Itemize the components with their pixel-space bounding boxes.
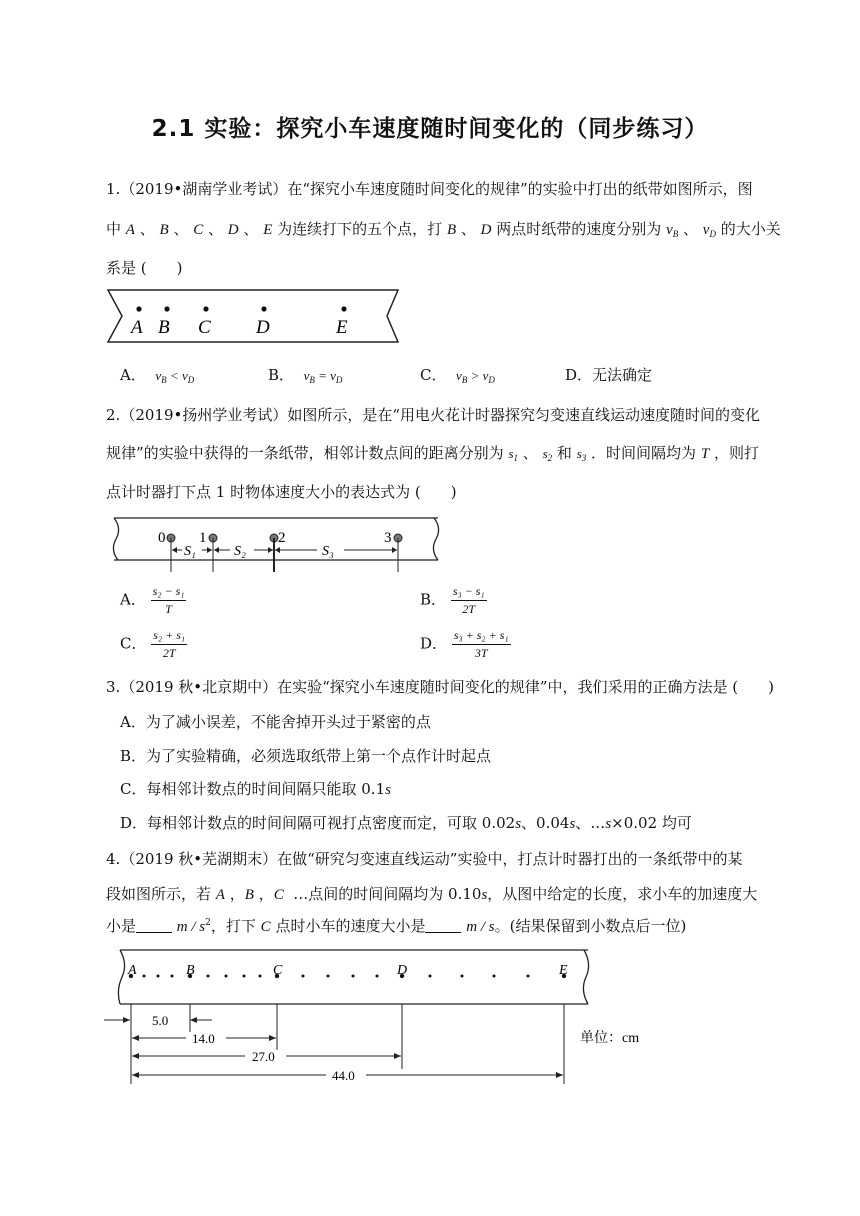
q1-line2: 中 A 、 B 、 C 、 D 、 E 为连续打下的五个点，打 B 、 D 两点时纸带的速度分别为 $v_B$ 、 $v_D$ 的大小关: [106, 220, 781, 239]
q1-option-a[interactable]: A． $v_B < v_D$: [120, 366, 195, 385]
q2-source: （2019•扬州学业考试）: [120, 406, 288, 424]
q1-stem-2d: 的大小关: [720, 220, 781, 238]
q1-label-d: D: [256, 317, 270, 338]
q2-label-2: 2: [278, 530, 286, 546]
q1-point-d: D: [227, 222, 239, 238]
q1-stem-2b: 为连续打下的五个点，打: [277, 220, 443, 238]
q2-line2: 规律”的实验中获得的一条纸带，相邻计数点间的距离分别为 $s_1$ 、 $s_2$ 和 $s_3$ ．时间间隔均为 T ，则打: [106, 444, 759, 463]
q4-line1: 4.（2019 秋•芜湖期末）在做“研究匀变速直线运动”实验中，打点计时器打出的一条纸带中的某: [106, 850, 743, 868]
q1-point-b: B: [159, 222, 169, 238]
q2-option-a[interactable]: A． $\frac{\text{s₂ − s₁}}{T}$: [120, 584, 185, 616]
q1-line3: 系是 ( ): [106, 259, 183, 277]
q3-option-d[interactable]: D．每相邻计数点的时间间隔可视打点密度而定，可取 0.02s、0.04s、…s×0.02 均可: [120, 814, 692, 832]
q4-label-c: C: [273, 963, 283, 978]
q2-tape-figure: [112, 514, 442, 576]
q2-seg-s1: S₁: [184, 544, 196, 559]
q3-option-a[interactable]: A．为了减小误差，不能舍掉开头过于紧密的点: [120, 713, 431, 731]
q4-label-a: A: [128, 963, 137, 978]
q4-line2: 段如图所示，若 A ，B ，C …点间的时间间隔均为 0.10s，从图中给定的长度，求小车的加速度大: [106, 885, 758, 903]
q1-dot-a: [136, 306, 141, 311]
q2-option-d[interactable]: D． $\frac{\text{s₃ + s₂ + s₁}}{3T}$: [420, 628, 509, 660]
q3-option-c[interactable]: C．每相邻计数点的时间间隔只能取 0.1s: [120, 780, 391, 798]
q4-tape-figure: [100, 944, 700, 1086]
q1-stem-2a: 中: [106, 220, 122, 238]
q1-dot-c: [203, 306, 208, 311]
q1-label-c: C: [198, 317, 211, 338]
q4-dist-44: 44.0: [332, 1068, 355, 1083]
q2-label-1: 1: [199, 530, 207, 546]
q1-tape-figure: [100, 286, 405, 346]
q1-dot-d: [261, 306, 266, 311]
q1-line1: [106, 178, 753, 199]
q1-vd: $v_D$: [702, 222, 716, 239]
q2-label-0: 0: [158, 530, 166, 546]
q1-dot-e: [341, 306, 346, 311]
page-title: 2.1 实验：探究小车速度随时间变化的（同步练习）: [151, 116, 709, 142]
q2-label-3: 3: [384, 530, 392, 546]
q1-stem-1: 在“探究小车速度随时间变化的规律”的实验中打出的纸带如图所示，图: [287, 180, 753, 198]
q1-option-c[interactable]: C． $v_B > v_D$: [420, 366, 495, 385]
q2-line1: [106, 404, 760, 425]
q1-stem-2c: 两点时纸带的速度分别为: [496, 220, 662, 238]
q2-stem-1: 如图所示，是在“用电火花计时器探究匀变速直线运动速度随时间的变化: [287, 406, 761, 424]
q1-dot-b: [164, 306, 169, 311]
q4-blank-velocity[interactable]: [425, 918, 461, 933]
q1-label-a: A: [131, 317, 143, 338]
q1-point-c: C: [193, 222, 204, 238]
q2-number: 2.: [106, 406, 121, 424]
q1-number: 1.: [106, 180, 121, 198]
q1-option-d[interactable]: D．无法确定: [565, 366, 653, 384]
q1-point-e: E: [263, 222, 273, 238]
q2-seg-s2: S₂: [234, 544, 246, 559]
q1-label-e: E: [336, 317, 348, 338]
q3-line1: 3.（2019 秋•北京期中）在实验“探究小车速度随时间变化的规律”中，我们采用的正确方法是 ( ): [106, 678, 774, 696]
q4-blank-acceleration[interactable]: [136, 918, 172, 933]
q4-label-d: D: [397, 963, 408, 978]
q4-dist-27: 27.0: [252, 1049, 275, 1064]
q2-line3: 点计时器打下点 1 时物体速度大小的表达式为 ( ): [106, 483, 457, 501]
q1-label-b: B: [158, 317, 170, 338]
q2-seg-s3: S₃: [322, 544, 334, 559]
q4-line3: 小是 m / $s^2$，打下 C 点时小车的速度大小是 m / s。(结果保留到小数点后一位): [106, 917, 687, 935]
q4-dist-14: 14.0: [192, 1031, 215, 1046]
q1-point-b-2: B: [446, 222, 457, 238]
q4-dist-5: 5.0: [152, 1013, 169, 1028]
q1-source: （2019•湖南学业考试）: [120, 180, 288, 198]
q1-vb: $v_B$: [666, 222, 679, 239]
q2-option-c[interactable]: C． $\frac{\text{s₂ + s₁}}{2T}$: [120, 628, 186, 660]
q4-label-b: B: [186, 963, 195, 978]
q1-point-d-2: D: [480, 222, 492, 238]
q1-point-a: A: [125, 222, 135, 238]
q4-label-e: E: [559, 963, 568, 978]
q4-unit-label: 单位：cm: [580, 1031, 640, 1046]
q3-option-b[interactable]: B．为了实验精确，必须选取纸带上第一个点作计时起点: [120, 747, 492, 765]
q1-option-b[interactable]: B． $v_B = v_D$: [268, 366, 343, 385]
q2-option-b[interactable]: B． $\frac{\text{s₃ − s₁}}{2T}$: [420, 584, 485, 616]
